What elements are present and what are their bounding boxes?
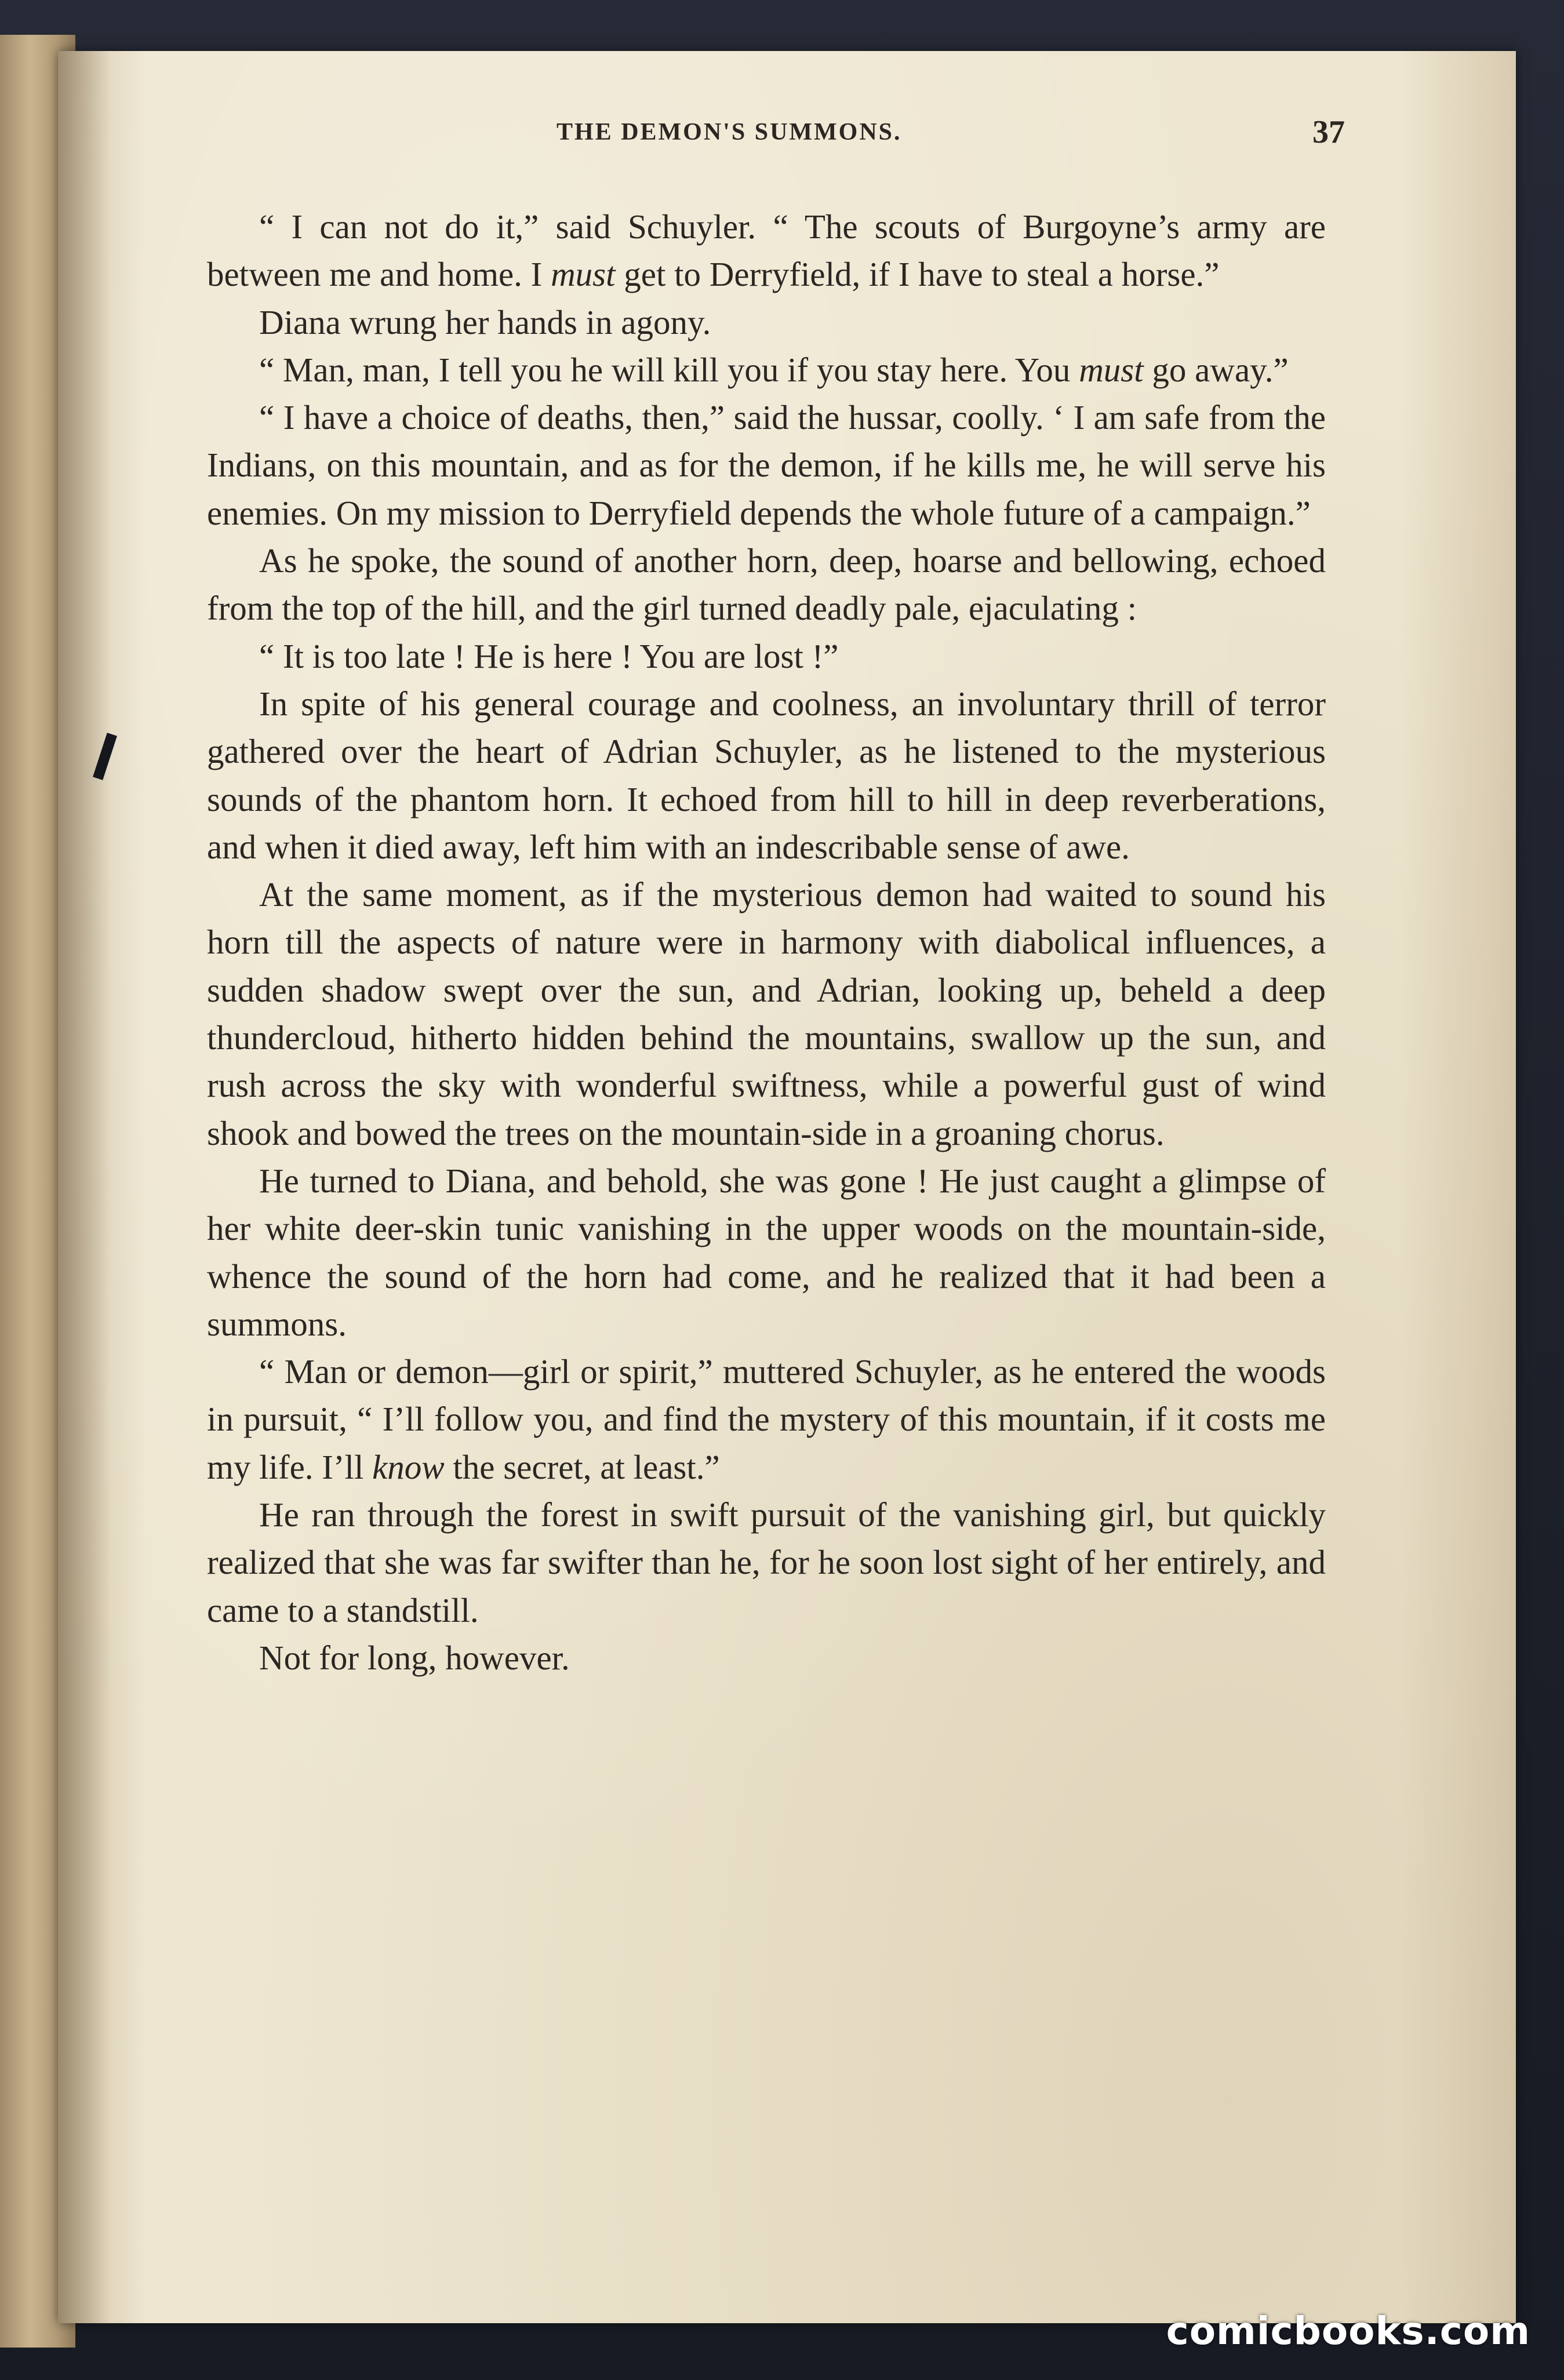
paragraph [207,299,1326,346]
text-run: As he spoke, the sound of another horn, deep, hoarse and bellowing, echoed from the top of the hill, and the girl turned deadly pale, ejaculating : [207,541,1326,628]
text-run: Not for long, however. [259,1638,570,1677]
text-run: “ I can not do it,” said Schuyler. “ The scouts of Burgoyne’s army are between me and home. I [207,208,1326,294]
text-run: “ Man, man, I tell you he will kill you if you stay here. You [259,350,1079,389]
emphasis: must [551,255,616,294]
running-head [209,116,1345,151]
text-run: He ran through the forest in swift pursuit of the vanishing girl, but quickly realized that she was far swifter than he, for he soon lost sight of her entirely, and came to a standstill. [207,1495,1326,1629]
text-run: “ It is too late ! He is here ! You are lost !” [259,636,839,675]
paragraph [207,394,1326,537]
paragraph [207,346,1326,394]
text-run: Diana wrung her hands in agony. [259,303,711,341]
paragraph [207,632,1326,680]
text-run: the secret, at least.” [444,1447,720,1486]
paragraph [207,1348,1326,1491]
paragraph [207,680,1326,871]
watermark-text: comicbooks.com [1166,2309,1530,2353]
paragraph [207,1491,1326,1634]
running-title: THE DEMON'S SUMMONS. [557,119,902,145]
text-run: At the same moment, as if the mysterious demon had waited to sound his horn till the aspects of nature were in harmony with diabolical influences, a sudden shadow swept over the sun, and Adrian, looking up, beheld a deep thundercloud, hitherto hidden behind the mountains, swallow up the sun, and rush across the sky with wonderful swiftness, while a powerful gust of wind shook and bowed the trees on the mountain-side in a groaning chorus. [207,875,1326,1152]
paragraph [207,1634,1326,1682]
page-number: 37 [1312,114,1345,150]
text-run: He turned to Diana, and behold, she was gone ! He just caught a glimpse of her white deer-skin tunic vanishing in the upper woods on the mountain-side, whence the sound of the horn had come, and he realized that it had been a summons. [207,1161,1326,1343]
paragraph [207,203,1326,299]
emphasis: know [372,1447,445,1486]
paragraph [207,1157,1326,1348]
text-run: “ Man or demon—girl or spirit,” muttered Schuyler, as he entered the woods in pursuit, “ I’ll follow you, and find the mystery of this mountain, if it costs me my life. I’ll [207,1352,1326,1486]
emphasis: must [1079,350,1144,389]
paragraph [207,537,1326,632]
paragraph [207,871,1326,1157]
spine-shadow [58,51,110,2323]
text-run: “ I have a choice of deaths, then,” said the hussar, coolly. ‘ I am safe from the Indians, on this mountain, and as for the demon, if he kills me, he will serve his enemies. On my mission to Derryfield depends the whole future of a campaign.” [207,398,1326,532]
text-run: get to Derryfield, if I have to steal a horse.” [615,255,1220,294]
body-text [207,203,1326,1682]
text-run: go away.” [1143,350,1289,389]
text-run: In spite of his general courage and coolness, an involuntary thrill of terror gathered over the heart of Adrian Schuyler, as he listened to the mysterious sounds of the phantom horn. It echoed from hill to hill in deep reverberations, and when it died away, left him with an indescribable sense of awe. [207,684,1326,866]
